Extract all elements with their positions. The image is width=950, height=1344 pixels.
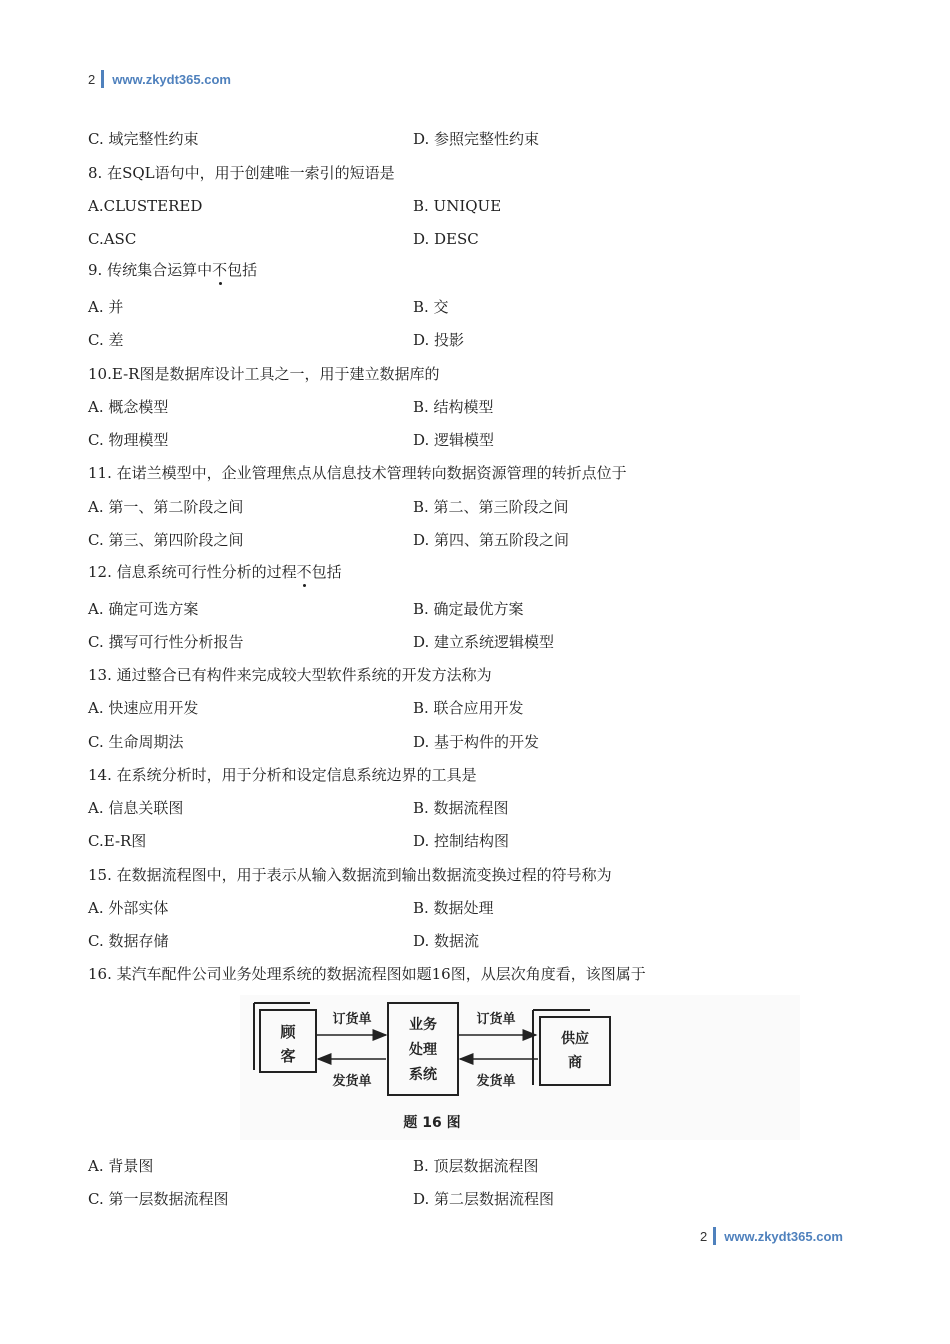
footer-page-number: 2	[700, 1228, 708, 1244]
q16-option-c: C. 第一层数据流程图	[88, 1190, 229, 1208]
q15-option-a: A. 外部实体	[88, 899, 169, 917]
page-header	[88, 70, 231, 88]
q15-option-d: D. 数据流	[413, 932, 480, 950]
q14-stem: 14. 在系统分析时，用于分析和设定信息系统边界的工具是	[88, 766, 477, 784]
q9-stem-pre: 9. 传统集合运算中	[88, 261, 213, 279]
q12-stem-post: 包括	[311, 563, 342, 581]
q8-option-a: A.CLUSTERED	[88, 197, 203, 215]
header-site-link[interactable]: www.zkydt365.com	[112, 71, 231, 87]
process-label-3: 系统	[409, 1067, 437, 1083]
q12-stem-emphasis: 不	[296, 563, 312, 581]
process-box	[388, 1003, 458, 1095]
q8-option-b: B. UNIQUE	[413, 197, 502, 215]
header-divider	[101, 70, 104, 88]
footer-divider	[713, 1227, 716, 1245]
q16-stem: 16. 某汽车配件公司业务处理系统的数据流程图如题16图，从层次角度看，该图属于	[88, 965, 646, 983]
header-page-number: 2	[88, 71, 96, 87]
q8-option-c: C.ASC	[88, 230, 137, 248]
process-label-1: 业务	[409, 1017, 437, 1033]
q13-option-a: A. 快速应用开发	[88, 699, 199, 717]
q10-stem: 10.E-R图是数据库设计工具之一，用于建立数据库的	[88, 365, 440, 383]
q10-option-c: C. 物理模型	[88, 431, 169, 449]
q12-option-c: C. 撰写可行性分析报告	[88, 633, 244, 651]
order-flow-right-label: 订货单	[476, 1012, 516, 1027]
figure-caption: 题 16 图	[403, 1115, 461, 1131]
q7-option-c: C. 域完整性约束	[88, 130, 199, 148]
figure-16-data-flow-diagram	[240, 995, 800, 1140]
q13-option-b: B. 联合应用开发	[413, 699, 524, 717]
q14-option-b: B. 数据流程图	[413, 799, 509, 817]
q9-option-d: D. 投影	[413, 331, 465, 349]
ship-flow-left-label: 发货单	[332, 1074, 372, 1089]
process-label-2: 处理	[409, 1042, 437, 1058]
q13-option-c: C. 生命周期法	[88, 733, 184, 751]
footer-site-link[interactable]: www.zkydt365.com	[724, 1228, 843, 1244]
supplier-label-1: 供应	[561, 1031, 589, 1047]
q11-option-c: C. 第三、第四阶段之间	[88, 531, 244, 549]
order-flow-left-label: 订货单	[332, 1012, 372, 1027]
q11-option-d: D. 第四、第五阶段之间	[413, 531, 570, 549]
q12-option-d: D. 建立系统逻辑模型	[413, 633, 555, 651]
customer-label-1: 顾	[280, 1023, 296, 1041]
q9-stem-post: 包括	[227, 261, 258, 279]
q13-stem: 13. 通过整合已有构件来完成较大型软件系统的开发方法称为	[88, 666, 492, 684]
q8-stem: 8. 在SQL语句中，用于创建唯一索引的短语是	[88, 164, 395, 182]
q16-option-a: A. 背景图	[88, 1157, 154, 1175]
q16-option-d: D. 第二层数据流程图	[413, 1190, 555, 1208]
q7-option-d: D. 参照完整性约束	[413, 130, 540, 148]
q11-option-a: A. 第一、第二阶段之间	[88, 498, 244, 516]
q15-option-c: C. 数据存储	[88, 932, 169, 950]
q15-stem: 15. 在数据流程图中，用于表示从输入数据流到输出数据流变换过程的符号称为	[88, 866, 612, 884]
q12-stem-pre: 12. 信息系统可行性分析的过程	[88, 563, 297, 581]
q12-stem	[88, 562, 342, 582]
q14-option-a: A. 信息关联图	[88, 799, 184, 817]
q15-option-b: B. 数据处理	[413, 899, 494, 917]
q14-option-d: D. 控制结构图	[413, 832, 510, 850]
customer-entity	[254, 1003, 316, 1072]
ship-flow-right-label: 发货单	[476, 1074, 516, 1089]
q14-option-c: C.E-R图	[88, 832, 147, 850]
q9-option-a: A. 并	[88, 298, 124, 316]
supplier-label-2: 商	[568, 1055, 582, 1071]
q11-option-b: B. 第二、第三阶段之间	[413, 498, 569, 516]
q10-option-a: A. 概念模型	[88, 398, 169, 416]
q9-option-b: B. 交	[413, 298, 449, 316]
page-footer	[700, 1227, 843, 1245]
q11-stem: 11. 在诺兰模型中，企业管理焦点从信息技术管理转向数据资源管理的转折点位于	[88, 464, 627, 482]
q12-option-a: A. 确定可选方案	[88, 600, 199, 618]
q9-stem-emphasis: 不	[212, 261, 228, 279]
supplier-entity	[533, 1010, 610, 1085]
q9-stem	[88, 260, 257, 280]
q8-option-d: D. DESC	[413, 230, 479, 248]
q13-option-d: D. 基于构件的开发	[413, 733, 540, 751]
q10-option-d: D. 逻辑模型	[413, 431, 495, 449]
customer-label-2: 客	[280, 1047, 296, 1065]
q9-option-c: C. 差	[88, 331, 124, 349]
q16-option-b: B. 顶层数据流程图	[413, 1157, 539, 1175]
q10-option-b: B. 结构模型	[413, 398, 494, 416]
q12-option-b: B. 确定最优方案	[413, 600, 524, 618]
